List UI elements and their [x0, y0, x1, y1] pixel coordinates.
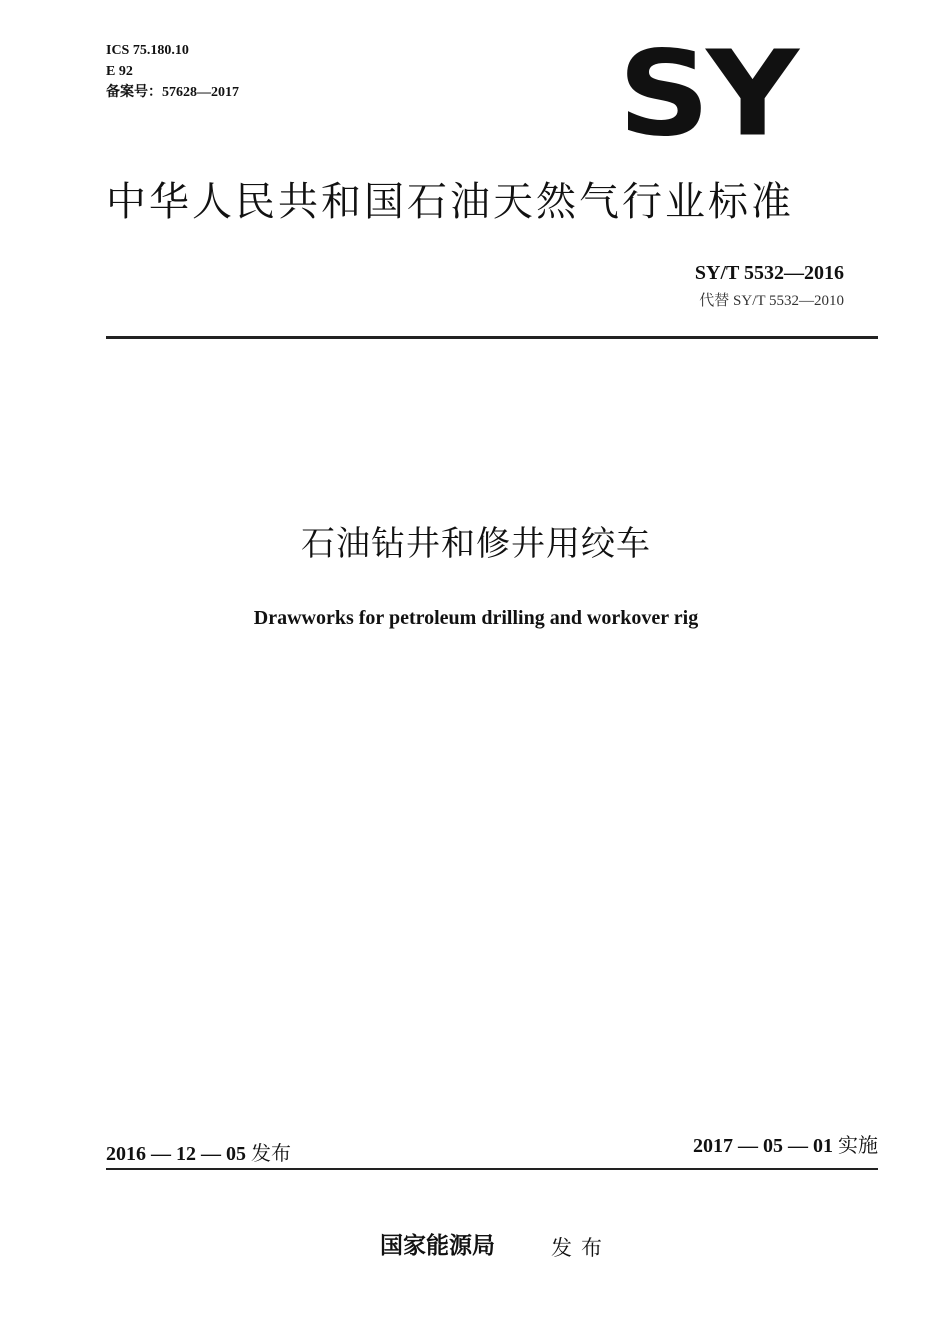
classification-block [106, 40, 239, 103]
replaces-standard: 代替 SY/T 5532—2010 [699, 293, 844, 309]
issue-word: 发布 [551, 1236, 611, 1260]
sy-logo: SY [618, 25, 795, 163]
publish-label: 发布 [251, 1141, 291, 1165]
issuing-authority: 国家能源局 [380, 1233, 495, 1259]
top-divider [106, 336, 878, 339]
publish-date-line [106, 1138, 291, 1169]
ics-code: ICS 75.180.10 [106, 43, 189, 58]
document-title-cn: 石油钻井和修井用绞车 [301, 524, 651, 564]
industry-standard-title: 中华人民共和国石油天然气行业标准 [106, 179, 794, 225]
publish-date: 2016 — 12 — 05 [106, 1143, 246, 1165]
filing-number-line [106, 82, 239, 103]
implement-date: 2017 — 05 — 01 [693, 1135, 833, 1157]
filing-number: 57628—2017 [162, 85, 239, 100]
standard-number: SY/T 5532—2016 [694, 262, 844, 284]
implement-label: 实施 [838, 1133, 878, 1157]
bottom-divider [106, 1168, 878, 1170]
document-title-en: Drawworks for petroleum drilling and workover rig [253, 607, 699, 629]
filing-label: 备案号： [106, 85, 162, 100]
ccs-code: E 92 [106, 64, 133, 79]
implement-date-line [560, 1130, 878, 1161]
